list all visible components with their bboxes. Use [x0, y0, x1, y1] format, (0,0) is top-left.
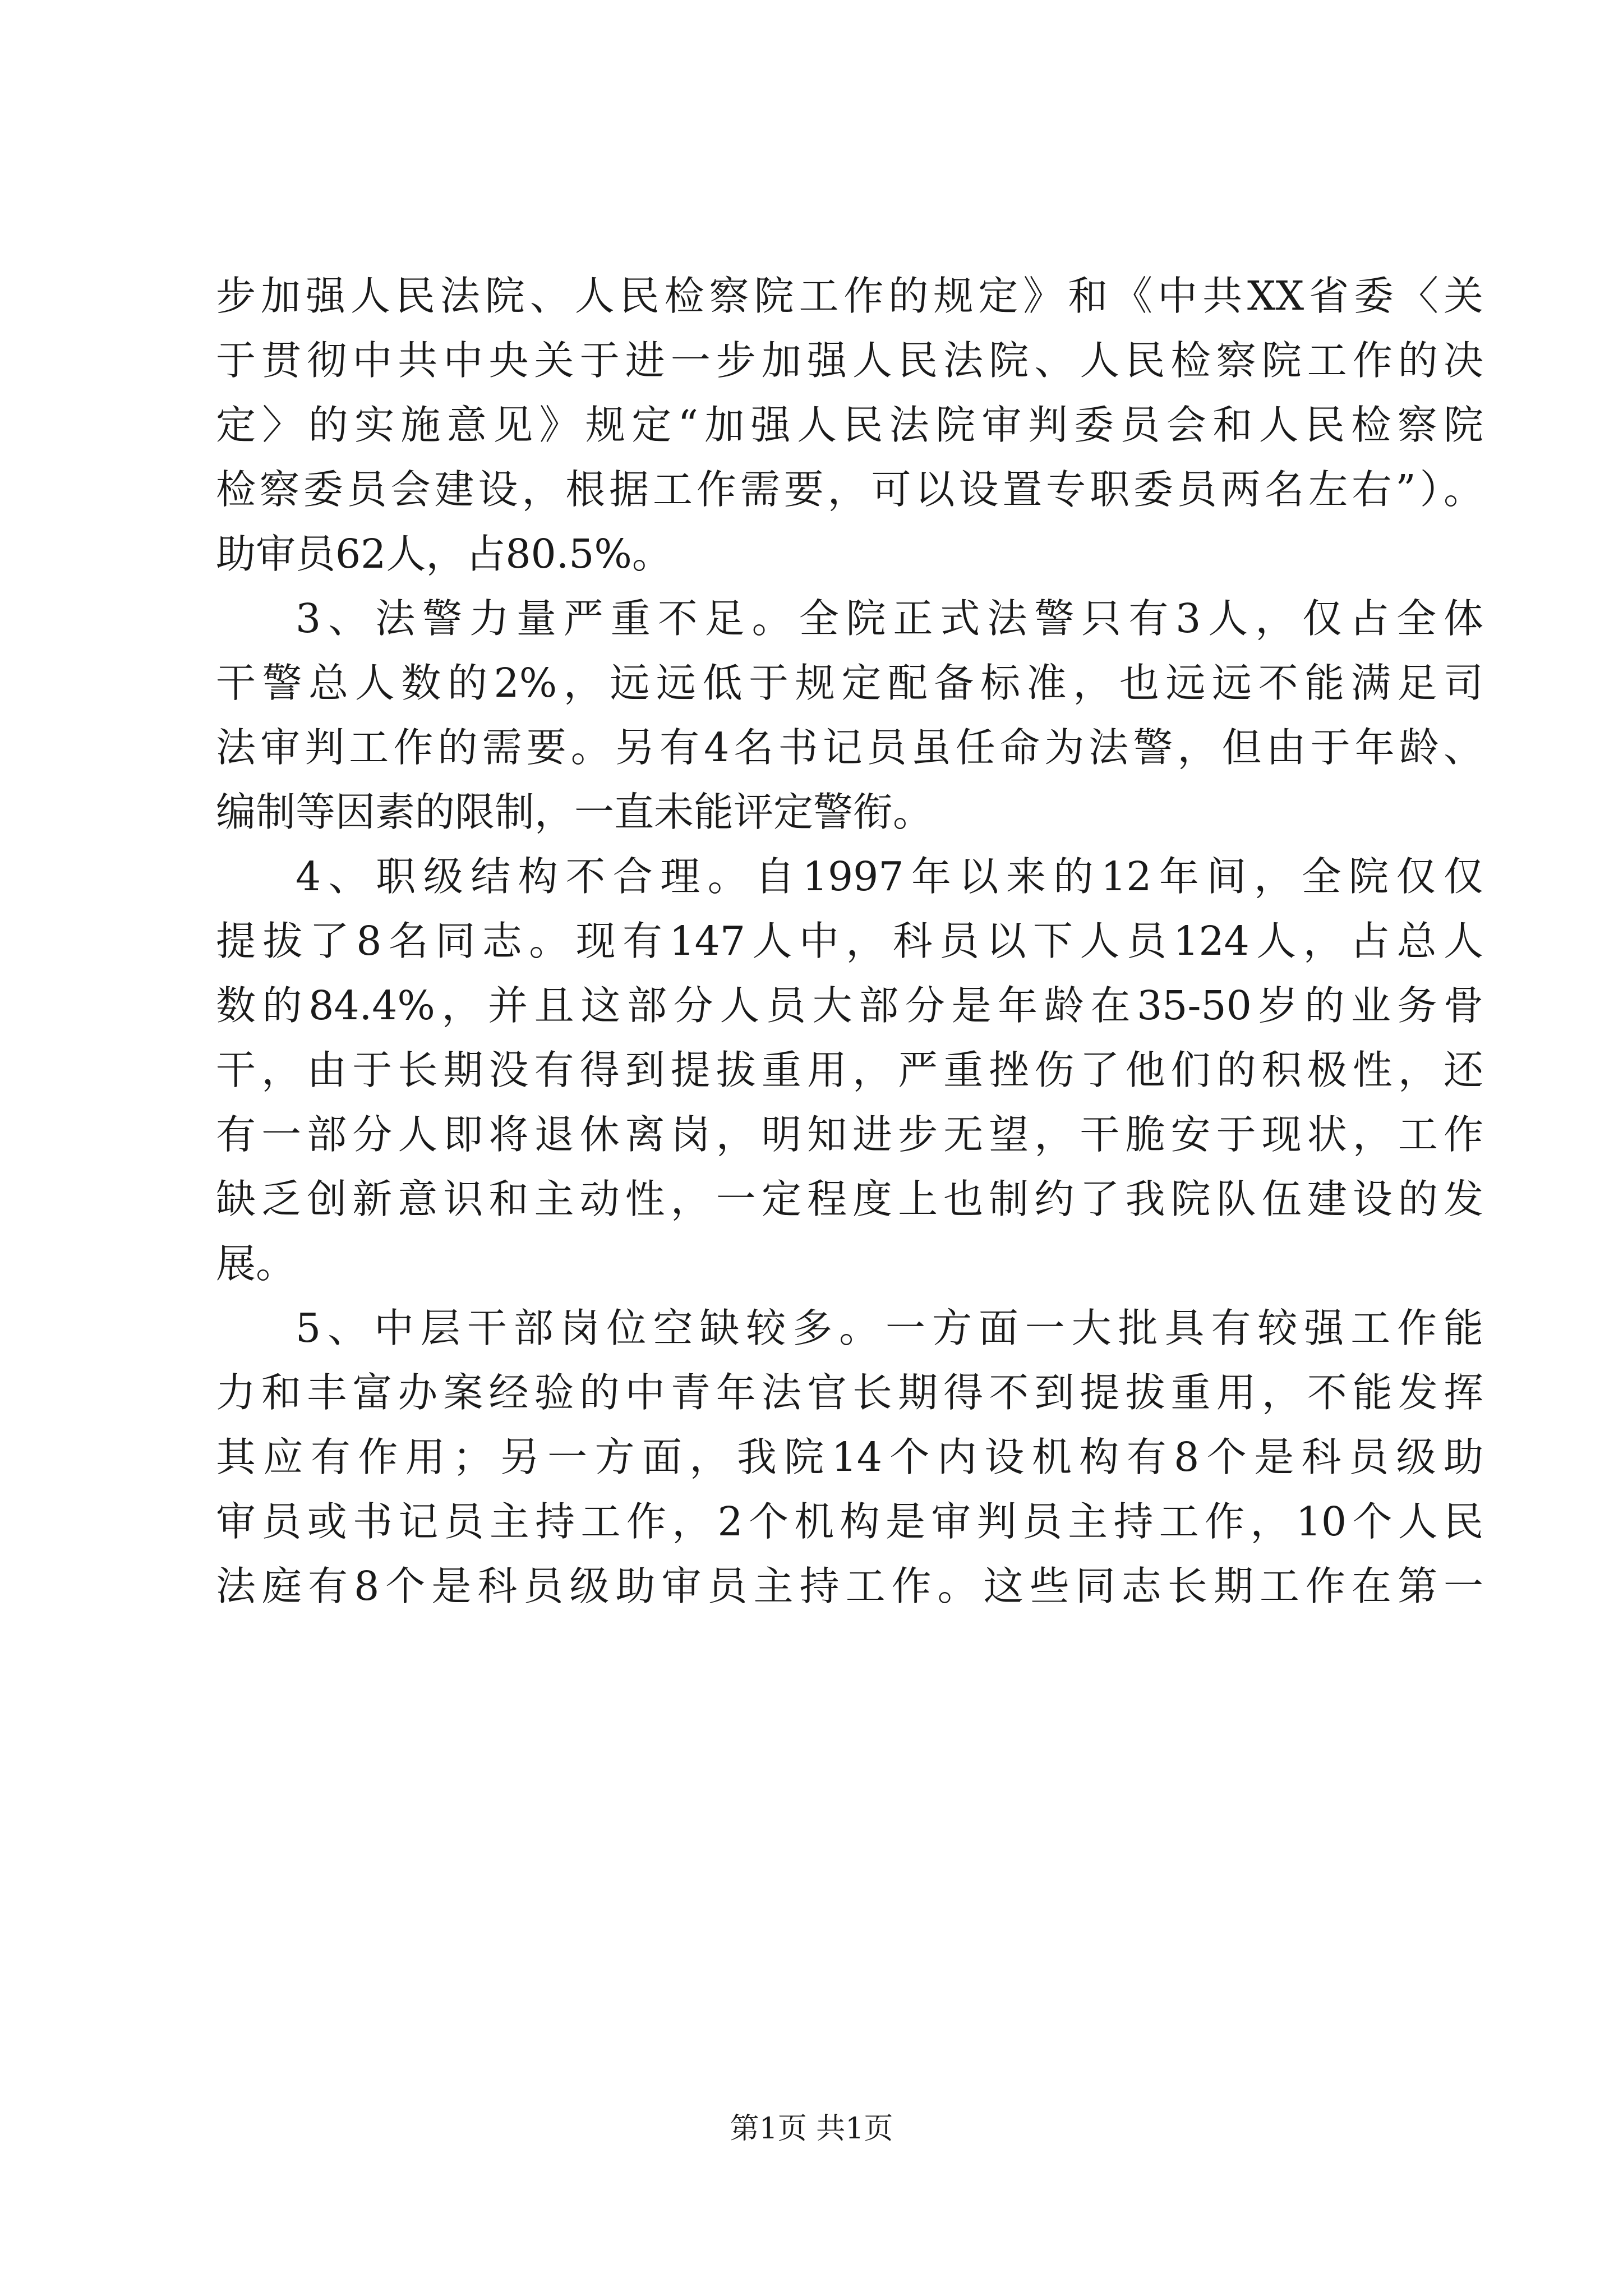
text-line: 提拔了8名同志。现有147人中，科员以下人员124人，占总人 [216, 918, 1483, 964]
text-line: 检察委员会建设，根据工作需要，可以设置专职委员两名左右”）。 [216, 466, 1483, 513]
text-line: 法庭有8个是科员级助审员主持工作。这些同志长期工作在第一 [216, 1563, 1483, 1609]
page-footer [0, 2109, 1623, 2148]
text-line: 数的84.4%，并且这部分人员大部分是年龄在35-50岁的业务骨 [216, 982, 1483, 1029]
text-line: 力和丰富办案经验的中青年法官长期得不到提拔重用，不能发挥 [216, 1369, 1483, 1416]
text-line: 干，由于长期没有得到提拔重用，严重挫伤了他们的积极性，还 [216, 1047, 1483, 1093]
text-line: 3、法警力量严重不足。全院正式法警只有3人，仅占全体 [296, 595, 1483, 642]
text-line: 法审判工作的需要。另有4名书记员虽任命为法警，但由于年龄、 [216, 724, 1483, 771]
text-line: 展。 [216, 1240, 296, 1287]
text-line: 缺乏创新意识和主动性，一定程度上也制约了我院队伍建设的发 [216, 1176, 1483, 1222]
text-line: 其应有作用；另一方面，我院14个内设机构有8个是科员级助 [216, 1434, 1483, 1480]
text-line: 有一部分人即将退休离岗，明知进步无望，干脆安于现状，工作 [216, 1111, 1483, 1158]
text-line: 4、职级结构不合理。自1997年以来的12年间，全院仅仅 [296, 853, 1483, 900]
text-line: 于贯彻中共中央关于进一步加强人民法院、人民检察院工作的决 [216, 337, 1483, 384]
text-line: 步加强人民法院、人民检察院工作的规定》和《中共XX省委〈关 [216, 273, 1483, 319]
text-line: 5、中层干部岗位空缺较多。一方面一大批具有较强工作能 [296, 1305, 1483, 1351]
page-number-label: 第1页 共1页 [730, 2112, 893, 2146]
paragraph-1 [216, 264, 1483, 586]
paragraph-3 [216, 844, 1483, 1296]
text-line: 助审员62人，占80.5%。 [216, 531, 672, 577]
text-line: 审员或书记员主持工作，2个机构是审判员主持工作，10个人民 [216, 1498, 1483, 1545]
text-line: 定〉的实施意见》规定“加强人民法院审判委员会和人民检察院 [216, 402, 1483, 448]
document-body [216, 264, 1483, 1618]
text-line: 编制等因素的限制，一直未能评定警衔。 [216, 789, 933, 835]
paragraph-4 [216, 1296, 1483, 1618]
paragraph-2 [216, 586, 1483, 844]
text-line: 干警总人数的2%，远远低于规定配备标准，也远远不能满足司 [216, 660, 1483, 706]
